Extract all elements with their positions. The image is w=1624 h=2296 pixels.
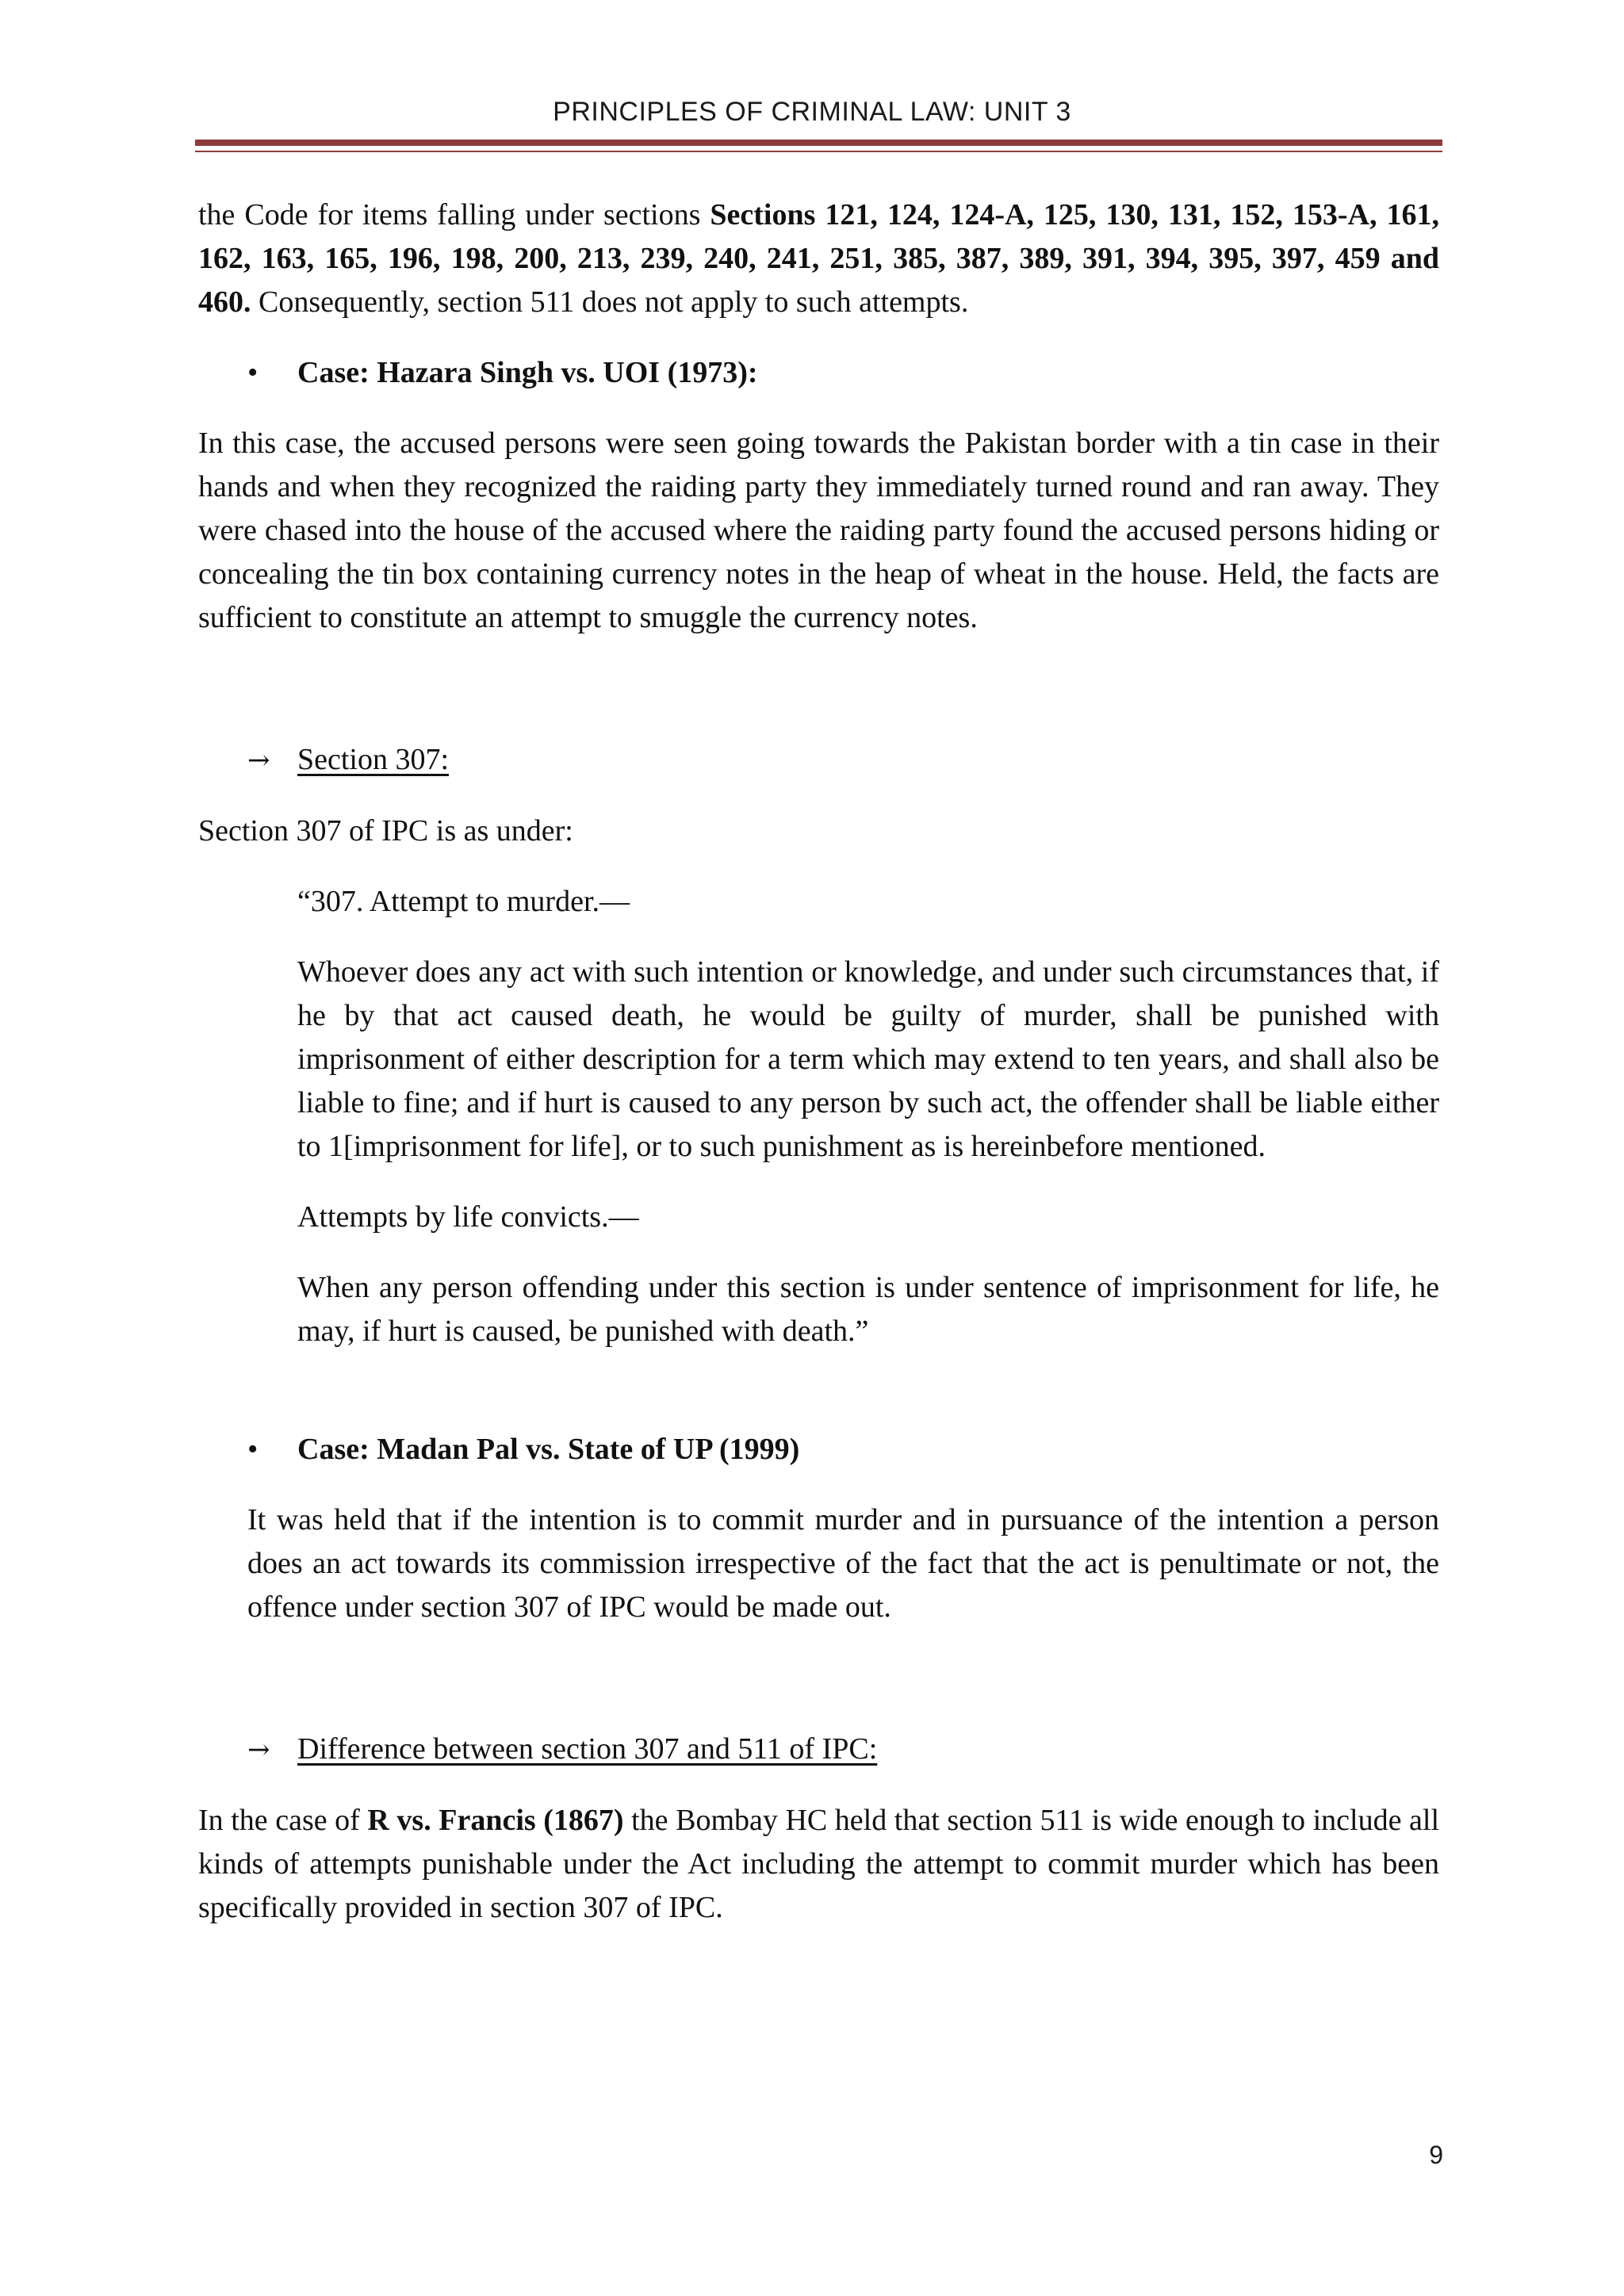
sections-list: Sections 121, 124, 124-A, 125, 130, 131, 152, 153-A, 161, 162, 163, 165, 196, 198, 200, 213, 239, 240, 241, 251, 385, 387, 389, 391, 394, 395, 397, 459 and 460. [198,198,1439,319]
quote-title: “307. Attempt to murder.— [297,885,630,918]
intro-conclusion: Consequently, section 511 does not apply to such attempts. [251,285,969,319]
section-307-intro: Section 307 of IPC is as under: [198,814,573,848]
difference-paragraph [198,1799,1439,1930]
case-title: Case: Hazara Singh vs. UOI (1973): [297,356,758,389]
bullet-icon: • [247,356,259,389]
section-heading: Difference between section 307 and 511 of IPC: [297,1732,878,1766]
header-rule-thick [195,140,1442,146]
quote-body: Whoever does any act with such intention or knowledge, and under such circumstances that, if he by that act caused death, he would be guilty of murder, shall be punished with imprisonment of either description for a term which may extend to ten years, and shall also be liable to fine; and if hurt is caused to any person by such act, the offender shall be liable either to 1[imprisonment for life], or to such punishment as is hereinbefore mentioned. [297,955,1439,1163]
quote-subtitle: Attempts by life convicts.— [297,1200,639,1234]
page-content [198,193,1439,1957]
arrow-right-icon: → [247,1734,270,1766]
case-heading-hazara-singh [247,351,1439,395]
case-body-hazara-singh: In this case, the accused persons were seen going towards the Pakistan border with a tin case in their hands and when they recognized the raiding party they immediately turned round and ran away. They were chased into the house of the accused where the raiding party found the accused persons hiding or concealing the tin box containing currency notes in the heap of wheat in the house. Held, the facts are sufficient to constitute an attempt to smuggle the currency notes. [198,427,1439,634]
running-header: PRINCIPLES OF CRIMINAL LAW: UNIT 3 [553,97,1071,127]
difference-text: In the case of [198,1804,368,1837]
intro-text: the Code for items falling under sections [198,198,710,232]
bullet-icon: • [247,1433,259,1466]
case-title: Case: Madan Pal vs. State of UP (1999) [297,1433,800,1466]
difference-text-rest: the Bombay HC held that section 511 is wide enough to include all kinds of attempts punishable under the Act including the attempt to commit murder which has been specifically provided in section 307 of IPC. [198,1804,1440,1924]
section-heading: Section 307: [297,743,450,776]
intro-paragraph [198,193,1439,324]
difference-heading [247,1728,1439,1772]
section-307-heading [247,738,1439,783]
arrow-right-icon: → [247,744,270,776]
quote-subbody: When any person offending under this section is under sentence of imprisonment for life, he may, if hurt is caused, be punished with death.” [297,1271,1439,1348]
case-body-madan-pal: It was held that if the intention is to commit murder and in pursuance of the intention a person does an act towards its commission irrespective of the fact that the act is penultimate or not, the offence under section 307 of IPC would be made out. [247,1503,1439,1624]
case-heading-madan-pal [247,1428,1439,1471]
case-citation: R vs. Francis (1867) [367,1804,624,1837]
page-number: 9 [1429,2141,1443,2169]
header-rule-thin [195,151,1442,152]
